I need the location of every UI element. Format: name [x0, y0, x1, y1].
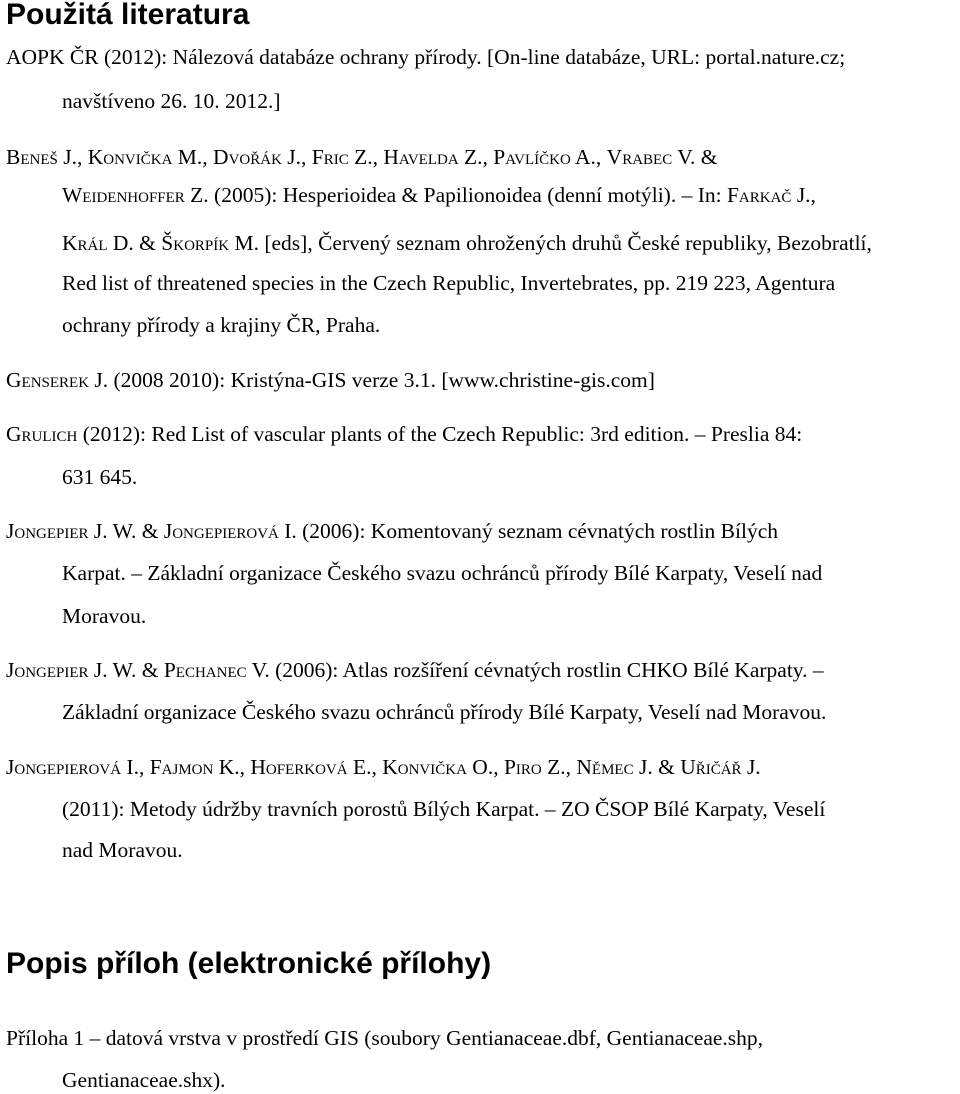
author-name: Němec	[576, 755, 634, 779]
reference-text: AOPK ČR (2012): Nálezová databáze ochrany přírody. [On-line databáze, URL: portal.nature.cz;	[6, 45, 846, 69]
reference-text: J.,	[791, 183, 816, 207]
author-name: Hoferková	[250, 755, 348, 779]
author-name: Král	[62, 231, 108, 255]
author-name: Piro	[503, 755, 542, 779]
author-name: Škorpík	[161, 231, 230, 255]
reference-line	[62, 700, 826, 724]
reference-text: K.,	[213, 755, 251, 779]
reference-text: Karpat. – Základní organizace Českého svazu ochránců přírody Bílé Karpaty, Veselí nad	[62, 561, 823, 585]
reference-text: Z. (2005): Hesperioidea & Papilionoidea (denní motýli). – In:	[184, 183, 727, 207]
author-name: Pavlíčko	[493, 145, 571, 169]
reference-text: Z.,	[541, 755, 577, 779]
author-name: Fric	[311, 145, 349, 169]
reference-text: nad Moravou.	[62, 838, 183, 862]
author-name: Havelda	[383, 145, 459, 169]
reference-text: D. &	[107, 231, 162, 255]
reference-text: I.,	[121, 755, 150, 779]
reference-text: M. [eds], Červený seznam ohrožených druhů České republiky, Bezobratlí,	[229, 231, 872, 255]
reference-text: Příloha 1 – datová vrstva v prostředí GIS (soubory Gentianaceae.dbf, Gentianaceae.shp,	[6, 1026, 764, 1050]
reference-line	[6, 1026, 763, 1050]
author-name: Jongepier	[6, 658, 89, 682]
author-name: Pechanec	[163, 658, 247, 682]
reference-line	[6, 519, 778, 543]
reference-line	[6, 422, 802, 446]
author-name: Beneš	[6, 145, 58, 169]
author-name: Vrabec	[606, 145, 673, 169]
reference-line	[62, 313, 380, 337]
section-heading-appendices: Popis příloh (elektronické přílohy)	[6, 947, 492, 980]
reference-line	[62, 183, 816, 207]
reference-text: (2012): Red List of vascular plants of the Czech Republic: 3rd edition. – Preslia 84:	[77, 422, 803, 446]
reference-line	[6, 658, 824, 682]
author-name: Weidenhoffer	[62, 183, 185, 207]
reference-line	[62, 271, 835, 295]
author-name: Jongepierová	[163, 519, 279, 543]
reference-text: J. W. &	[88, 658, 164, 682]
reference-line	[62, 797, 825, 821]
reference-text: Z.,	[348, 145, 384, 169]
reference-line	[62, 231, 872, 255]
reference-line	[62, 465, 137, 489]
reference-text: J.,	[57, 145, 88, 169]
reference-text: Základní organizace Českého svazu ochránců přírody Bílé Karpaty, Veselí nad Moravou.	[62, 700, 827, 724]
reference-text: Gentianaceae.shx).	[62, 1068, 226, 1092]
reference-text: (2011): Metody údržby travních porostů Bílých Karpat. – ZO ČSOP Bílé Karpaty, Veselí	[62, 797, 826, 821]
author-name: Fajmon	[149, 755, 214, 779]
reference-text: A.,	[570, 145, 607, 169]
reference-text: J. (2008 2010): Kristýna-GIS verze 3.1. [www.christine-gis.com]	[89, 368, 655, 392]
author-name: Genserek	[6, 368, 90, 392]
reference-text: E.,	[347, 755, 383, 779]
author-name: Farkač	[726, 183, 792, 207]
reference-line	[6, 145, 717, 169]
reference-text: J.	[741, 755, 761, 779]
reference-text: M.,	[172, 145, 214, 169]
reference-line	[62, 1068, 226, 1092]
reference-text: J.,	[281, 145, 312, 169]
reference-line	[62, 561, 822, 585]
reference-line	[62, 604, 146, 628]
reference-text: navštíveno 26. 10. 2012.]	[62, 89, 281, 113]
reference-text: V. (2006): Atlas rozšíření cévnatých rostlin CHKO Bílé Karpaty. –	[246, 658, 824, 682]
author-name: Konvička	[87, 145, 173, 169]
reference-text: V. &	[672, 145, 718, 169]
reference-text: Red list of threatened species in the Czech Republic, Invertebrates, pp. 219 223, Agentura	[62, 271, 836, 295]
reference-line	[62, 89, 281, 113]
reference-text: ochrany přírody a krajiny ČR, Praha.	[62, 313, 381, 337]
reference-text: 631 645.	[62, 465, 138, 489]
reference-text: Z.,	[458, 145, 494, 169]
reference-line	[6, 45, 845, 69]
author-name: Jongepier	[6, 519, 89, 543]
reference-line	[6, 368, 655, 392]
author-name: Uřičář	[680, 755, 742, 779]
author-name: Grulich	[6, 422, 78, 446]
author-name: Jongepierová	[6, 755, 122, 779]
author-name: Konvička	[382, 755, 467, 779]
section-heading-literature: Použitá literatura	[6, 0, 250, 31]
reference-text: I. (2006): Komentovaný seznam cévnatých rostlin Bílých	[278, 519, 779, 543]
reference-text: O.,	[466, 755, 504, 779]
reference-line	[62, 838, 183, 862]
reference-text: J. &	[633, 755, 681, 779]
reference-text: Moravou.	[62, 604, 147, 628]
reference-line	[6, 755, 761, 779]
author-name: Dvořák	[213, 145, 282, 169]
reference-text: J. W. &	[88, 519, 164, 543]
